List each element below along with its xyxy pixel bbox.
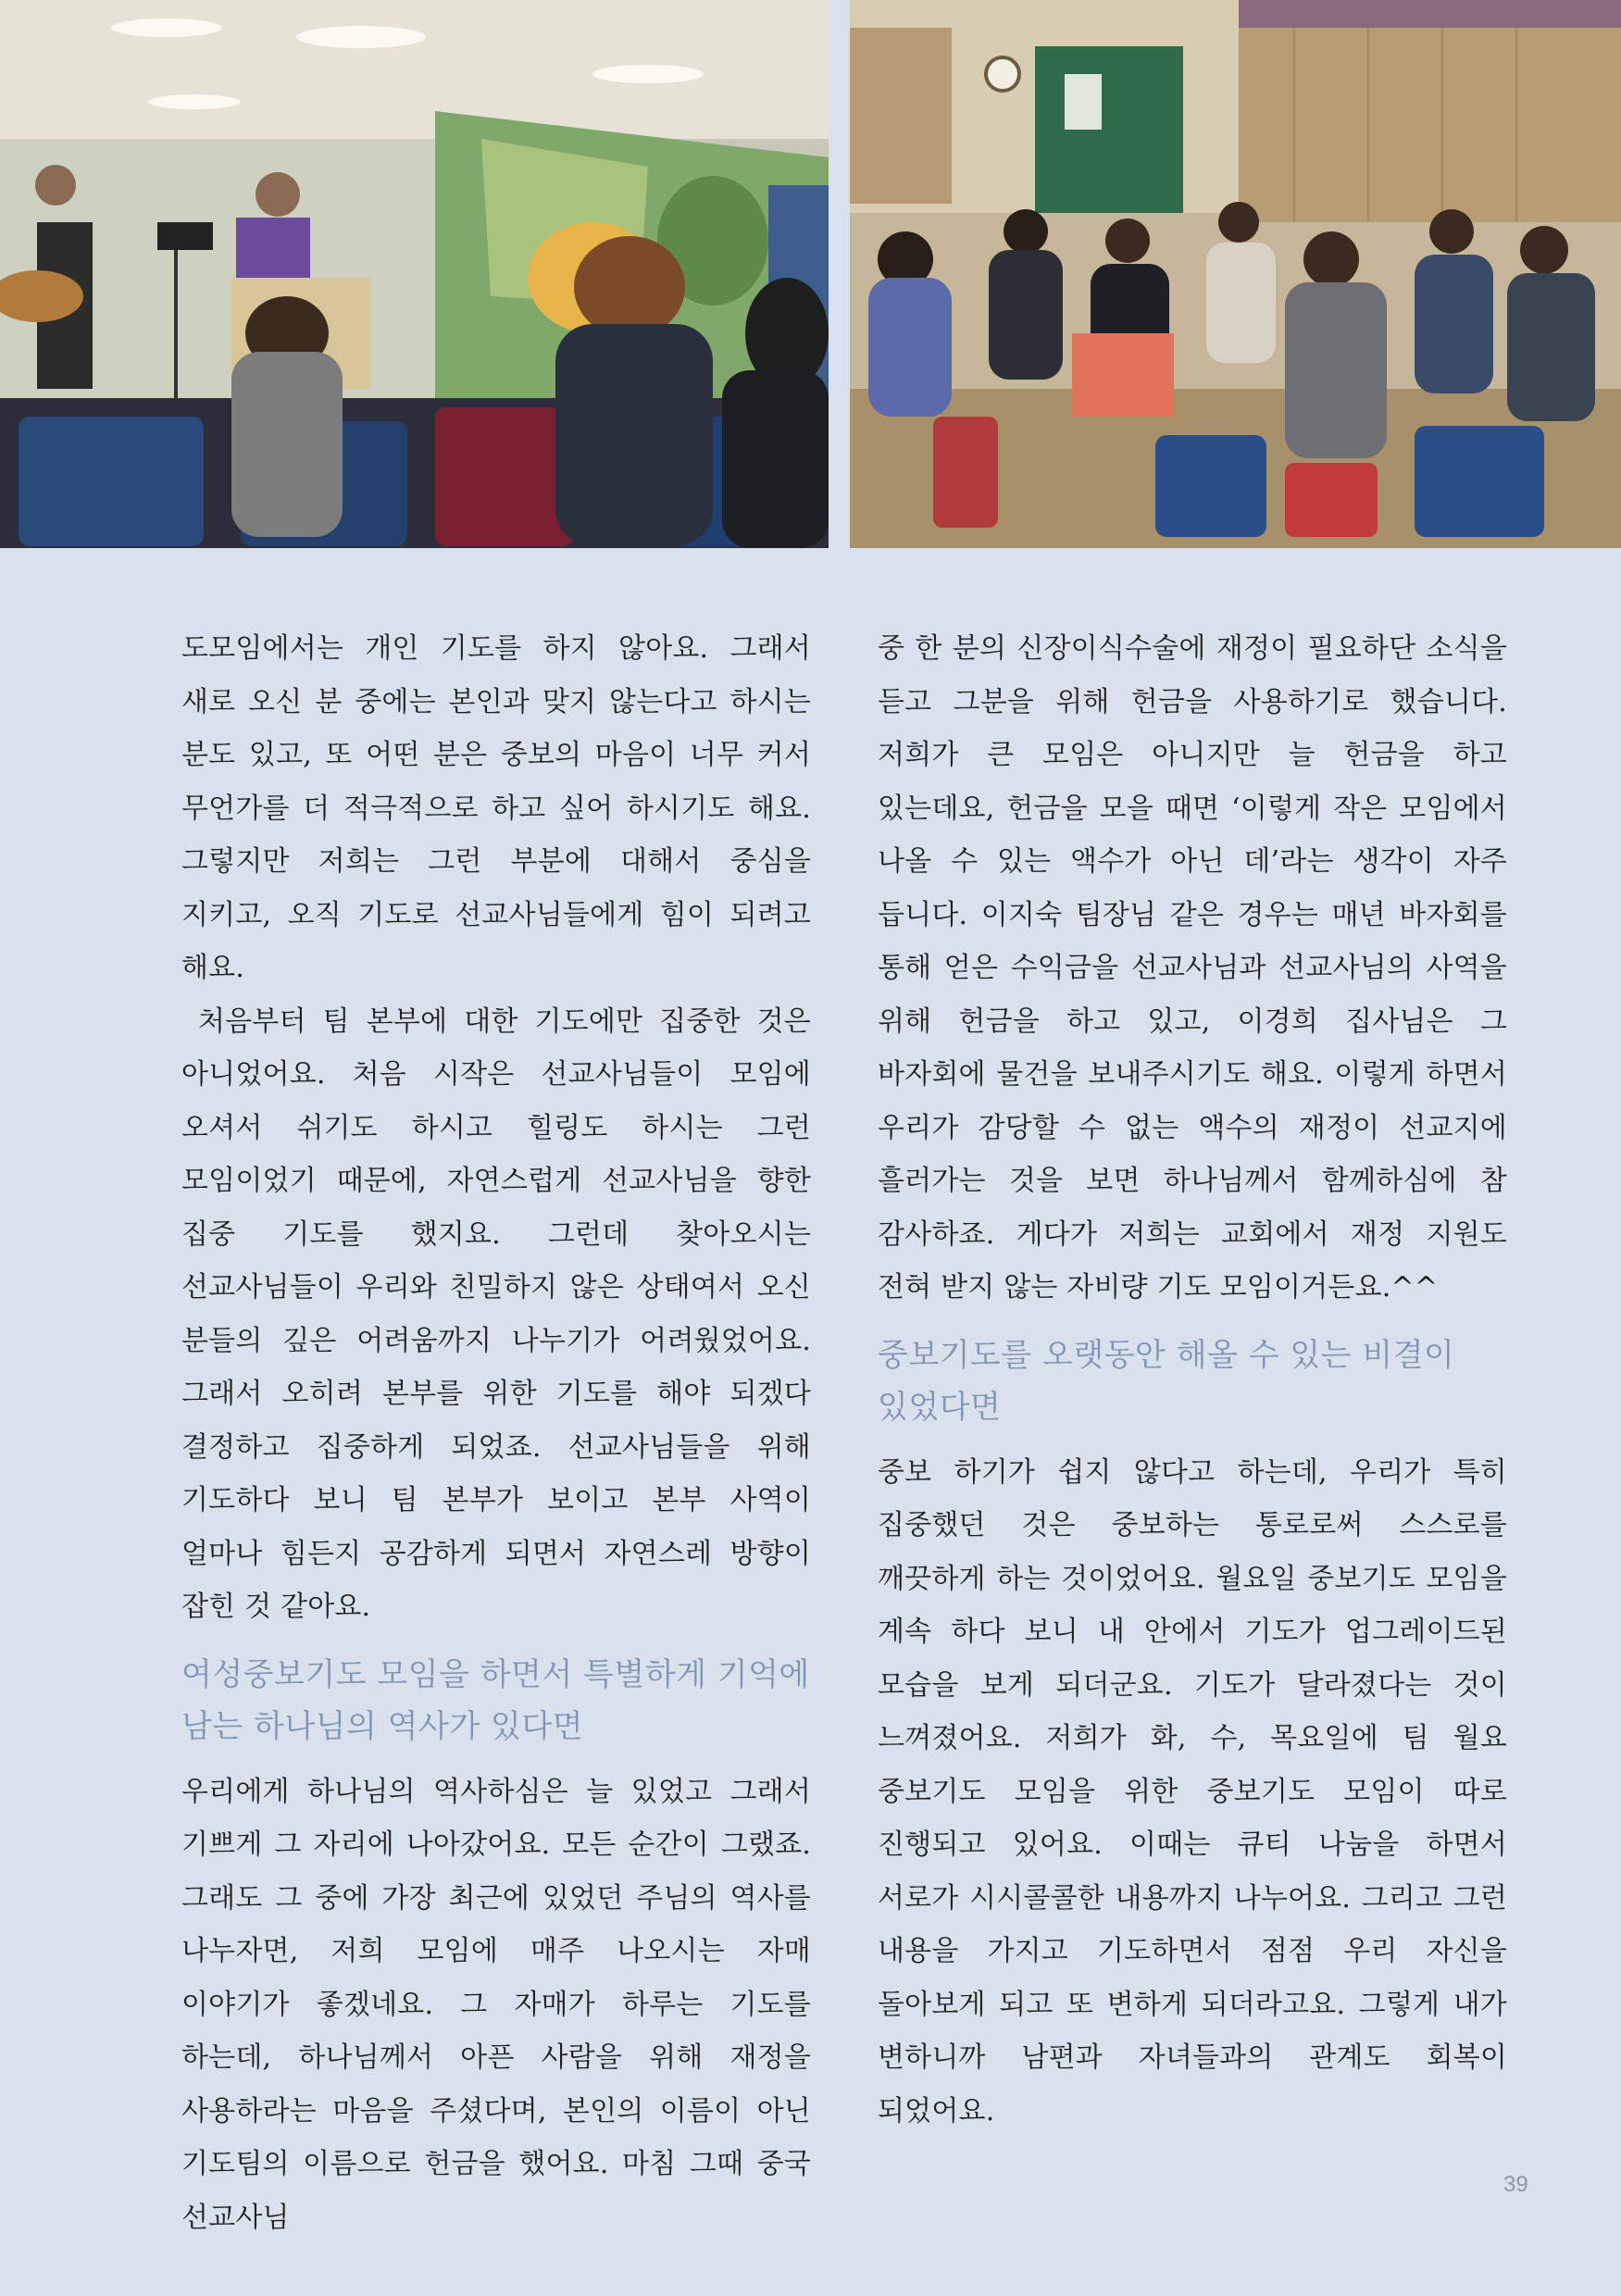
body-paragraph: 처음부터 팀 본부에 대한 기도에만 집중한 것은 아니었어요. 처음 시작은 선교사님들이 모임에 오셔서 쉬기도 하시고 힐링도 하시는 그런 모임이었기 때문에, 자연스럽게 선교사님을 향한 집중 기도를 했지요. 그런데 찾아오시는 선교사님들이 우리와 친밀하지 않은 상태여서 오신 분들의 깊은 어려움까지 나누기가 어려웠었어요. 그래서 오히려 본부를 위한 기도를 해야 되겠다 결정하고 집중하게 되었죠. 선교사님들을 위해 기도하다 보니 팀 본부가 보이고 본부 사역이 얼마나 힘든지 공감하게 되면서 자연스레 방향이 잡힌 것 같아요. — [181, 1004, 820, 1623]
section-heading: 중보기도를 오랫동안 해올 수 있는 비결이 있었다면 — [878, 1336, 1455, 1426]
prayer-photo-illustration — [850, 0, 1621, 548]
body-paragraph: 우리에게 하나님의 역사하심은 늘 있었고 그래서 기쁘게 그 자리에 나아갔어요. 모든 순간이 그랬죠. 그래도 그 중에 가장 최근에 있었던 주님의 역사를 나누자면, 저희 모임에 매주 나오시는 자매 이야기가 좋겠네요. 그 자매가 하루는 기도를 하는데, 하나님께서 아픈 사람을 위해 재정을 사용하라는 마음을 주셨다며, 본인의 이름이 아닌 기도팀의 이름으로 헌금을 했어요. 마침 그때 중국 선교사님 — [181, 1775, 811, 2234]
section-heading: 여성중보기도 모임을 하면서 특별하게 기억에 남는 하나님의 역사가 있다면 — [181, 1655, 810, 1745]
page-number: 39 — [1503, 2172, 1528, 2197]
body-paragraph: 중보 하기가 쉽지 않다고 하는데, 우리가 특히 집중했던 것은 중보하는 통로로써 스스로를 깨끗하게 하는 것이었어요. 월요일 중보기도 모임을 계속 하다 보니 내 안에서 기도가 업그레이드된 모습을 보게 되더군요. 기도가 달라졌다는 것이 느껴졌어요. 저희가 화, 수, 목요일에 팀 월요 중보기도 모임을 위한 중보기도 모임이 따로 진행되고 있어요. 이때는 큐티 나눔을 하면서 서로가 시시콜콜한 내용까지 나누어요. 그리고 그런 내용을 가지고 기도하면서 점점 우리 자신을 돌아보게 되고 또 변하게 되더라고요. 그렇게 내가 변하니까 남편과 자녀들과의 관계도 회복이 되었어요. — [878, 1455, 1507, 2128]
photo-prayer-meeting — [850, 0, 1621, 548]
article-column-left — [181, 622, 820, 2244]
worship-photo-illustration — [0, 0, 829, 548]
body-paragraph: 도모임에서는 개인 기도를 하지 않아요. 그래서 새로 오신 분 중에는 본인과 맞지 않는다고 하시는 분도 있고, 또 어떤 분은 중보의 마음이 너무 커서 무언가를 더 적극적으로 하고 싶어 하시기도 해요. 그렇지만 저희는 그런 부분에 대해서 중심을 지키고, 오직 기도로 선교사님들에게 힘이 되려고 해요. — [181, 632, 811, 984]
article-column-right — [878, 622, 1507, 2138]
body-paragraph: 중 한 분의 신장이식수술에 재정이 필요하단 소식을 듣고 그분을 위해 헌금을 사용하기로 했습니다. 저희가 큰 모임은 아니지만 늘 헌금을 하고 있는데요, 헌금을 모을 때면 ‘이렇게 작은 모임에서 나올 수 있는 액수가 아닌 데’라는 생각이 자주 듭니다. 이지숙 팀장님 같은 경우는 매년 바자회를 통해 얻은 수익금을 선교사님과 선교사님의 사역을 위해 헌금을 하고 있고, 이경희 집사님은 그 바자회에 물건을 보내주시기도 해요. 이렇게 하면서 우리가 감당할 수 없는 액수의 재정이 선교지에 흘러가는 것을 보면 하나님께서 함께하심에 참 감사하죠. 게다가 저희는 교회에서 재정 지원도 전혀 받지 않는 자비량 기도 모임이거든요.^^ — [878, 632, 1507, 1304]
photo-worship-band — [0, 0, 829, 548]
